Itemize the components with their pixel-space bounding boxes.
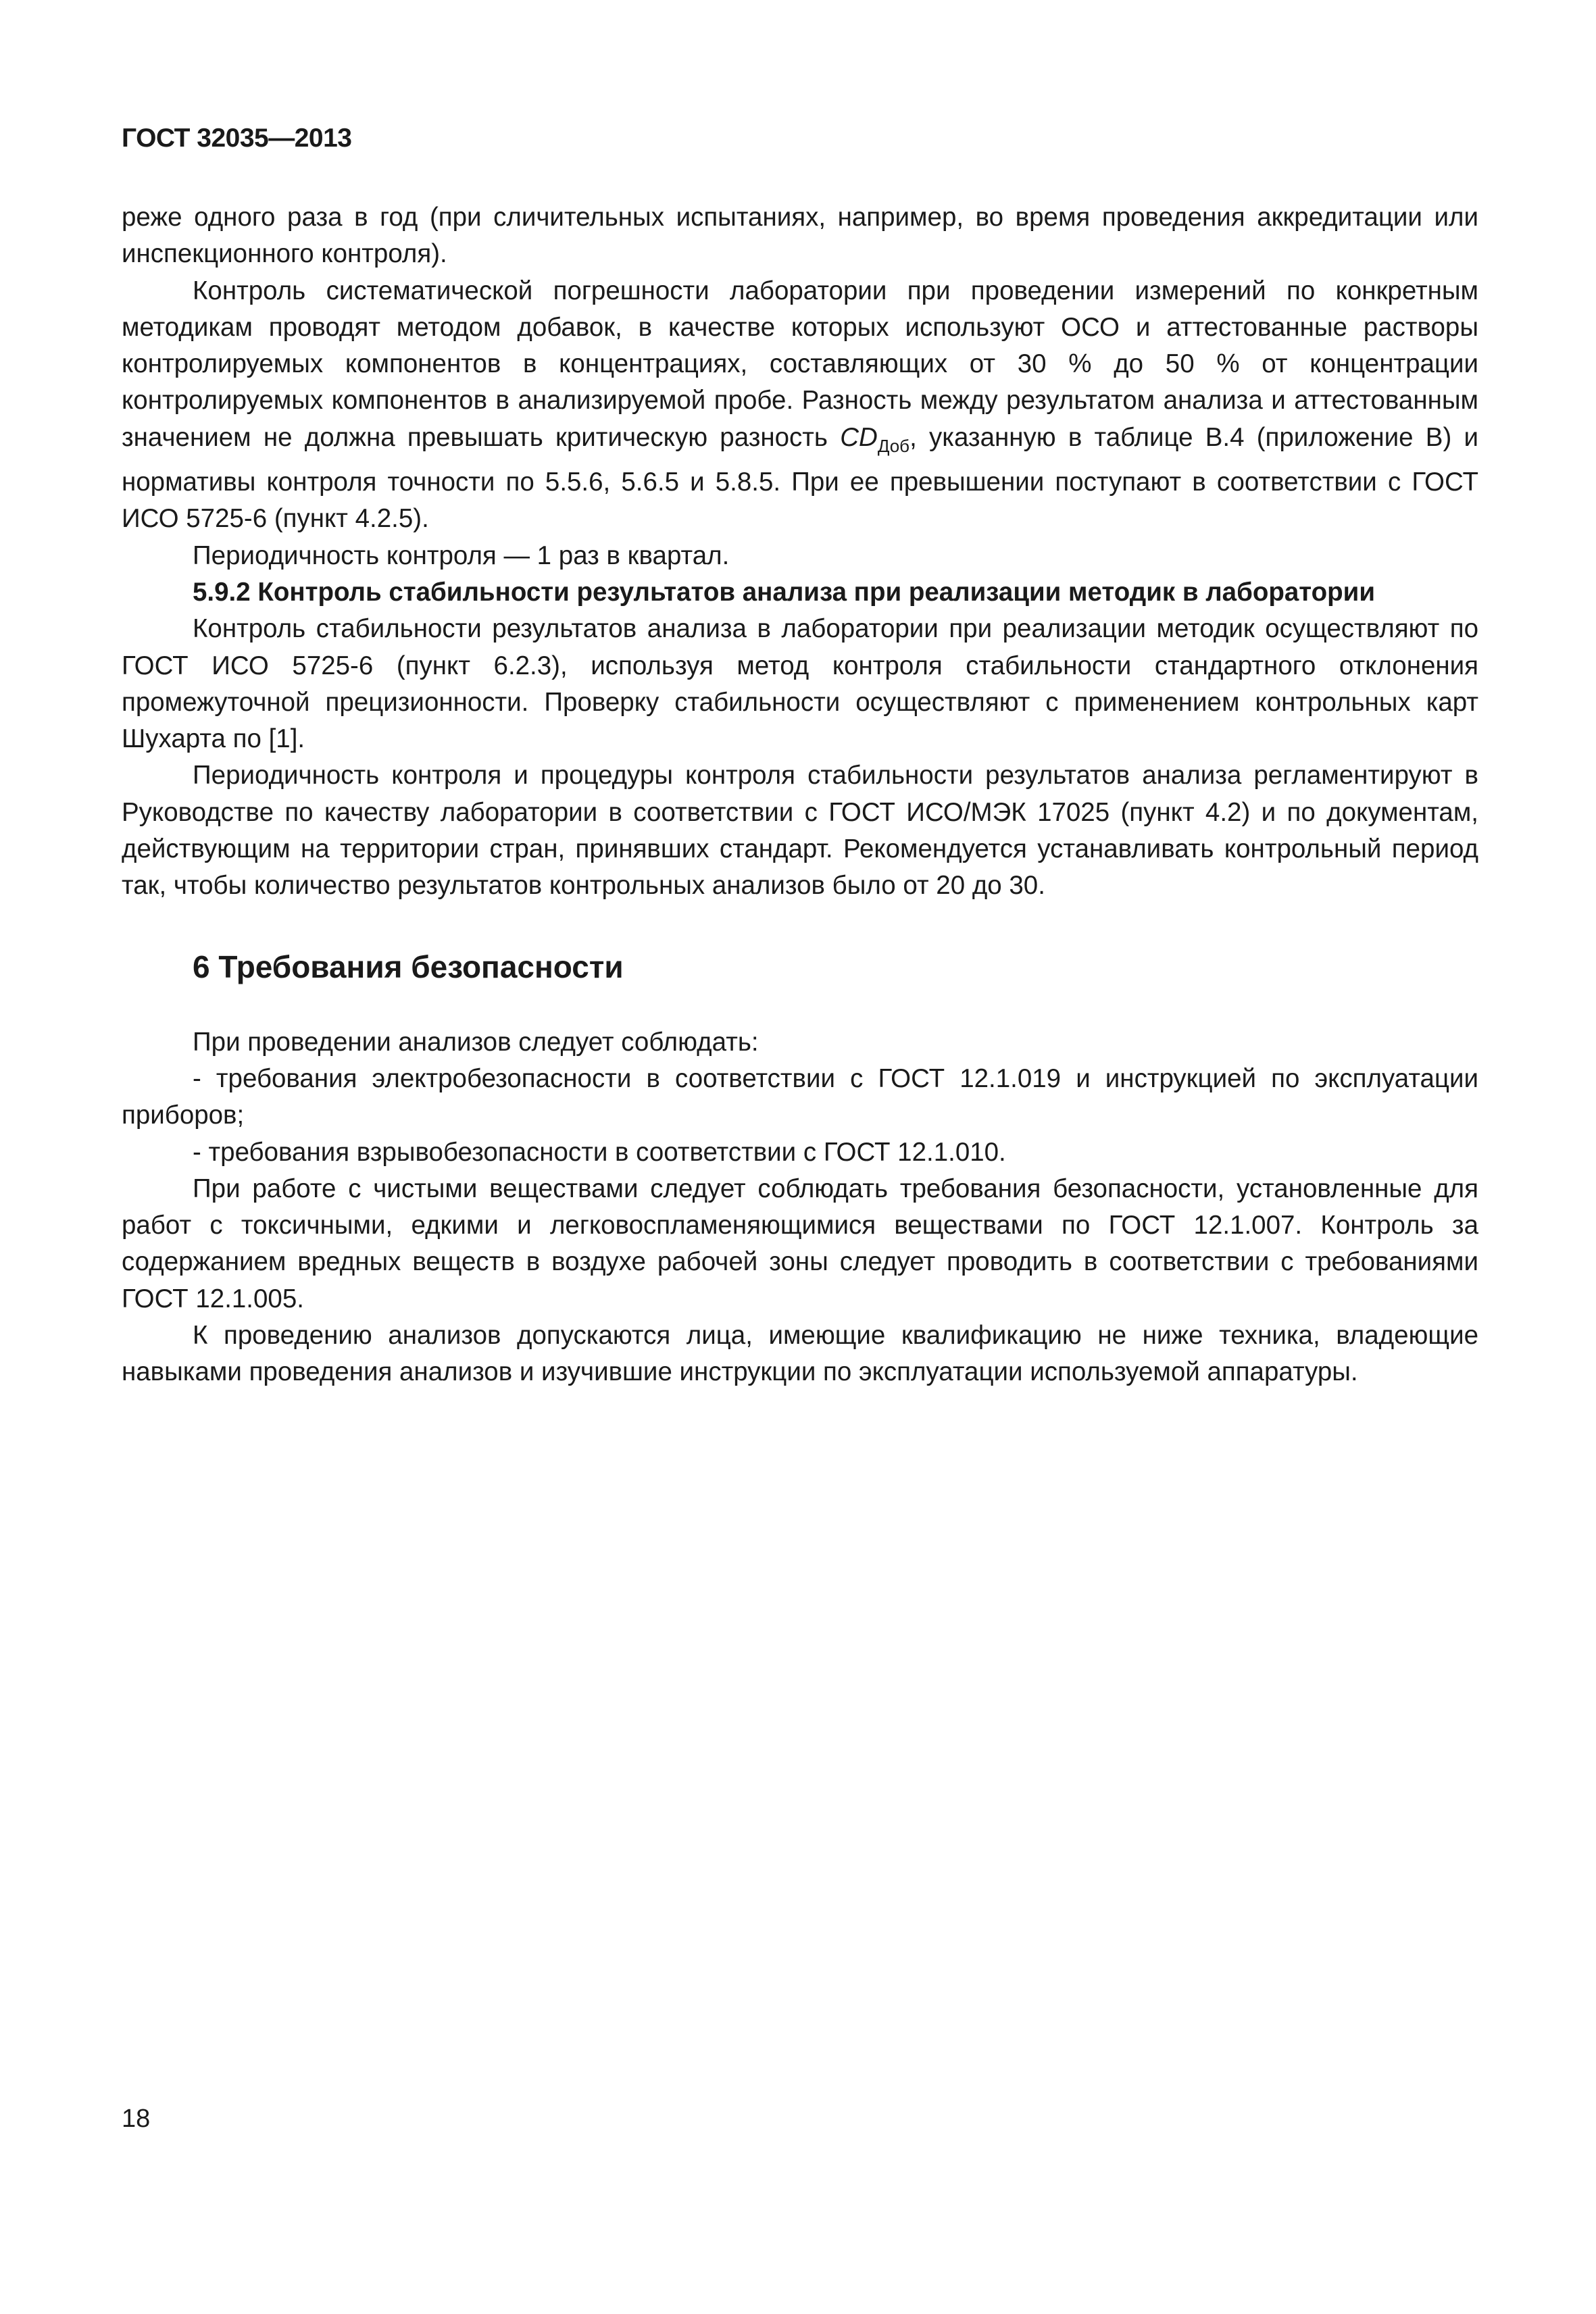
paragraph-continuation: реже одного раза в год (при сличительных испытаниях, например, во время проведения аккредитации или инспекционного контроля).: [122, 203, 1478, 269]
paragraph-control-procedures: Периодичность контроля и процедуры контроля стабильности результатов анализа регламентируют в Руководстве по качеству лаборатории в соответствии с ГОСТ ИСО/МЭК 17025 (пункт 4.2) и по документам, действующим на территории стран, принявших стандарт. Рекомендуется устанавливать контрольный период так, чтобы количество результатов контрольных анализов было от 20 до 30.: [122, 761, 1478, 901]
symbol-cd-subscript: Доб: [877, 435, 910, 456]
paragraph-text: , указанную в таблице В.4 (приложение В) и нормативы контроля точности по 5.5.6, 5.6.5 и 5.8.5. При ее превышении поступают в соответствии с ГОСТ ИСО 5725-6 (пункт 4.2.5).: [122, 422, 1478, 534]
paragraph-explosion-safety: - требования взрывобезопасности в соответствии с ГОСТ 12.1.010.: [193, 1137, 1006, 1167]
section-heading-6: 6 Требования безопасности: [193, 949, 624, 984]
document-body: [122, 199, 1478, 1391]
document-header: ГОСТ 32035—2013: [122, 124, 352, 153]
symbol-cd: CD: [840, 422, 878, 452]
paragraph-chemical-safety: При работе с чистыми веществами следует соблюдать требования безопасности, установленные для работ с токсичными, едкими и легковоспламеняющимися веществами по ГОСТ 12.1.007. Контроль за содержанием вредных веществ в воздухе рабочей зоны следует проводить в соответствии с требованиями ГОСТ 12.1.005.: [122, 1174, 1478, 1313]
paragraph-periodicity: Периодичность контроля — 1 раз в квартал.: [193, 540, 730, 570]
subsection-heading-5-9-2: 5.9.2 Контроль стабильности результатов анализа при реализации методик в лаборатории: [193, 577, 1376, 607]
paragraph-personnel-qualification: К проведению анализов допускаются лица, имеющие квалификацию не ниже техника, владеющие навыками проведения анализов и изучившие инструкции по эксплуатации используемой аппаратуры.: [122, 1321, 1478, 1387]
paragraph-systematic-error: [122, 273, 1478, 538]
paragraph-safety-intro: При проведении анализов следует соблюдать:: [193, 1027, 759, 1057]
paragraph-electrical-safety: - требования электробезопасности в соответствии с ГОСТ 12.1.019 и инструкцией по эксплуатации приборов;: [122, 1063, 1478, 1130]
paragraph-text: Контроль систематической погрешности лаборатории при проведении измерений по конкретным методикам проводят методом добавок, в качестве которых используют ОСО и аттестованные растворы контролируемых компонентов в концентрациях, составляющих от 30 % до 50 % от концентрации контролируемых компонентов в анализируемой пробе. Разность между результатом анализа и аттестованным значением не должна превышать критическую разность: [122, 276, 1478, 452]
paragraph-stability-control: Контроль стабильности результатов анализа в лаборатории при реализации методик осуществляют по ГОСТ ИСО 5725-6 (пункт 6.2.3), используя метод контроля стабильности стандартного отклонения промежуточной прецизионности. Проверку стабильности осуществляют с применением контрольных карт Шухарта по [1].: [122, 614, 1478, 754]
page-number: 18: [122, 2105, 151, 2133]
